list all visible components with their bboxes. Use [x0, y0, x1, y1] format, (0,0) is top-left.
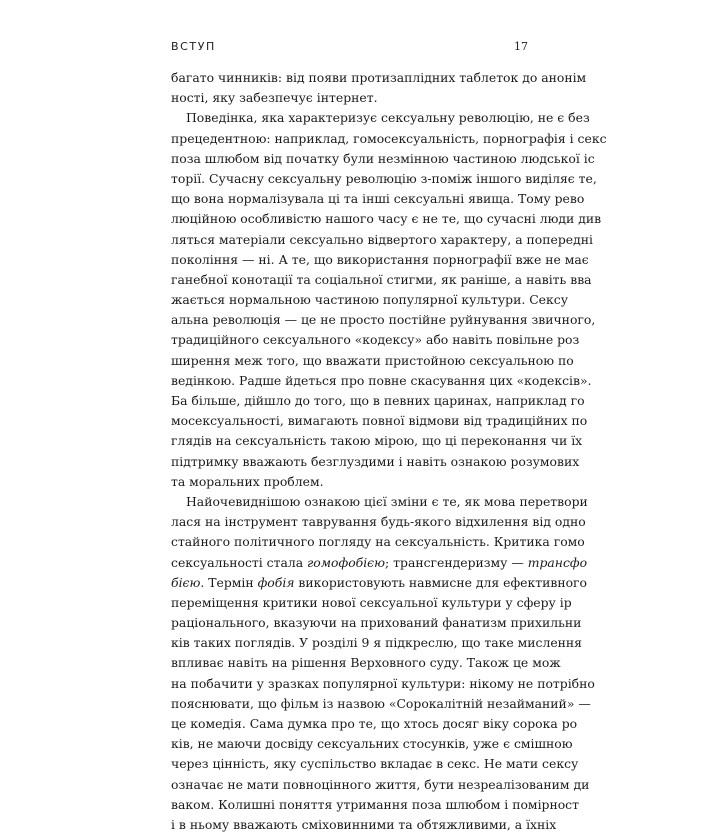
page-number: 17	[514, 40, 528, 53]
page-header	[171, 40, 528, 60]
text-line: підтримку вважають безглуздими і навіть ознакою розумових	[171, 453, 580, 469]
text-line: переміщення критики нової сексуальної культури у сферу ір	[171, 594, 572, 610]
paragraph-first-line: Найочевиднішою ознакою цієї зміни є те, як мова перетвори	[186, 493, 588, 509]
text-line: ваком. Колишні поняття утримання поза шлюбом і помірност	[171, 796, 579, 812]
text-line: на побачити у зразках популярної культури: нікому не потрібно	[171, 675, 595, 691]
text-line: глядів на сексуальність такою мірою, що ці переконання чи їх	[171, 433, 583, 449]
running-title: ВСТУП	[171, 40, 216, 53]
text-line: означає не мати повноцінного життя, бути незреалізованим ди	[171, 776, 590, 792]
body-text	[171, 68, 607, 835]
italic-term: фобія	[257, 574, 295, 590]
italic-term: трансфо	[527, 554, 588, 570]
paragraph-first-line: Поведінка, яка характеризує сексуальну революцію, не є без	[186, 110, 590, 126]
text-line: ляться матеріали сексуально відвертого характеру, а попередні	[171, 231, 593, 247]
italic-term: гомофобією	[307, 554, 386, 570]
text-line: лася на інструмент таврування будь-якого відхилення від одно	[171, 514, 586, 530]
text-line: мосексуальності, вимагають повної відмови від традиційних по	[171, 413, 588, 429]
text-run: . Термін	[200, 574, 258, 590]
italic-term: бією	[171, 574, 201, 590]
text-line: традиційного сексуального «кодексу» або навіть повільне роз	[171, 332, 580, 348]
text-line: Ба більше, дійшло до того, що в певних царинах, наприклад го	[171, 393, 585, 408]
text-line: поза шлюбом від початку були незмінною частиною людської іс	[171, 150, 595, 166]
text-run: використовують навмисне для ефективного	[294, 574, 588, 590]
text-line: люційною особливістю нашого часу є не те, що сучасні люди див	[171, 211, 602, 227]
text-line: ширення меж того, що вважати пристойною сексуальною по	[171, 352, 574, 368]
text-line: що вона нормалізувала ці та інші сексуальні явища. Тому рево	[171, 191, 585, 207]
text-line: це комедія. Сама думка про те, що хтось досяг віку сорока ро	[171, 716, 578, 731]
text-line: багато чинників: від появи протизаплідних таблеток до анонім	[171, 70, 587, 85]
text-line: пояснювати, що фільм із назвою «Сорокалітній незайманий» —	[171, 695, 591, 711]
text-line: через цінність, яку суспільство вкладає в секс. Не мати сексу	[171, 756, 579, 772]
text-run: ; трансгендеризму —	[385, 554, 528, 570]
text-line: стайного політичного погляду на сексуальність. Критика гомо	[171, 534, 585, 550]
text-line: впливає навіть на рішення Верховного суду. Також це мож	[171, 655, 561, 671]
text-line: ності, яку забезпечує інтернет.	[171, 90, 378, 106]
text-line: ведінкою. Радше йдеться про повне скасування цих «кодексів».	[171, 372, 592, 388]
text-line: раціонального, вказуючи на прихований фанатизм прихильни	[171, 615, 582, 631]
text-line: ків, не маючи досвіду сексуальних стосунків, уже є смішною	[171, 736, 573, 752]
text-line	[171, 573, 588, 593]
text-line: та моральних проблем.	[171, 473, 324, 489]
text-line: покоління — ні. А те, що використання порнографії вже не має	[171, 251, 589, 267]
text-run: сексуальності стала	[171, 554, 308, 570]
text-line: ків таких поглядів. У розділі 9 я підкреслю, що таке мислення	[171, 635, 583, 651]
text-line: і в ньому вважають сміховинними та обтяжливими, а їхніх	[171, 816, 557, 832]
text-line	[171, 553, 588, 573]
text-line: прецедентною: наприклад, гомосексуальність, порнографія і секс	[171, 130, 607, 146]
text-line: альна революція — це не просто постійне руйнування звичного,	[171, 312, 596, 328]
text-line: жається нормальною частиною популярної культури. Сексу	[171, 292, 568, 308]
text-line: торії. Сучасну сексуальну революцію з-поміж іншого виділяє те,	[171, 170, 597, 186]
text-line: ганебної конотації та соціальної стигми, як раніше, а навіть вва	[171, 271, 592, 287]
